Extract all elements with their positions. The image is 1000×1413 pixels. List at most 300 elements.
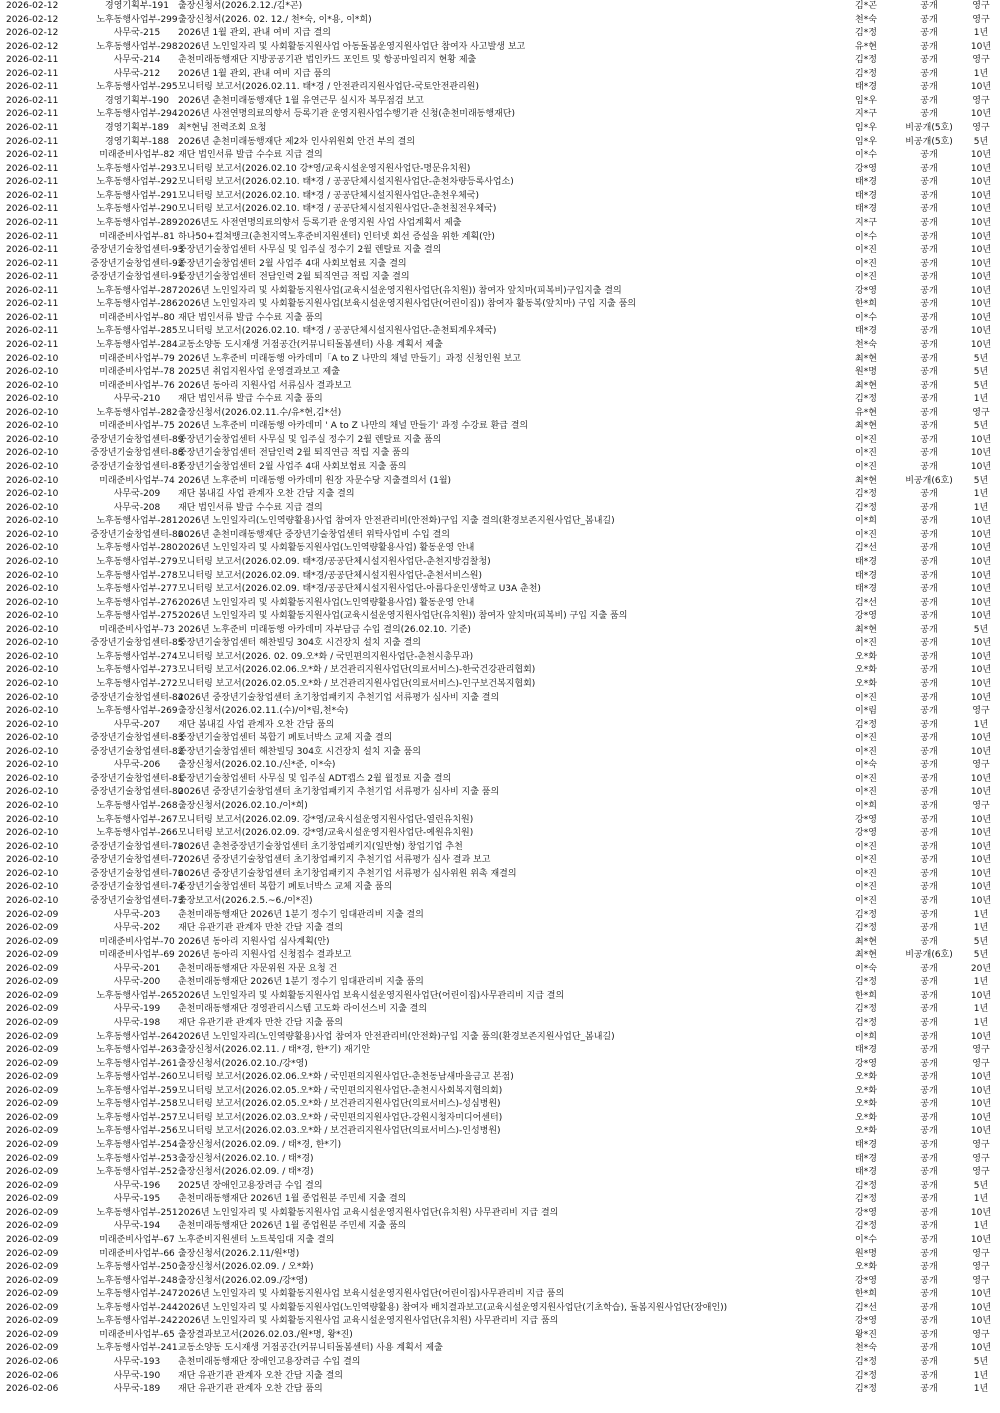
row-date: 2026-02-06 xyxy=(6,1384,59,1395)
row-disclosure: 공개 xyxy=(920,1221,938,1232)
table-row xyxy=(0,231,1000,245)
row-retention: 영구 xyxy=(972,1045,990,1056)
row-disclosure: 공개 xyxy=(920,1370,938,1381)
table-row xyxy=(0,1058,1000,1072)
table-row xyxy=(0,597,1000,611)
table-row xyxy=(0,827,1000,841)
row-title: 2026년 노인일자리 및 사회활동지원사업 교육시설운영지원사업단(유치원) 사무관리비 지급 결의 xyxy=(178,1207,559,1218)
table-row xyxy=(0,909,1000,923)
row-retention: 영구 xyxy=(972,1248,990,1259)
row-registration-number: 중장년기술창업센터-77 xyxy=(90,855,184,866)
row-registration-number: 노후동행사업부-265 xyxy=(96,990,178,1001)
row-registration-number: 중장년기술창업센터-88 xyxy=(90,448,184,459)
row-retention: 1년 xyxy=(973,28,989,39)
table-row xyxy=(0,1098,1000,1112)
row-registration-number: 미래준비사업부-66 xyxy=(99,1248,175,1259)
row-date: 2026-02-09 xyxy=(6,977,59,988)
table-row xyxy=(0,68,1000,82)
row-retention: 10년 xyxy=(970,150,992,161)
row-retention: 1년 xyxy=(973,977,989,988)
row-registration-number: 노후동행사업부-254 xyxy=(96,1140,178,1151)
row-registration-number: 노후동행사업부-252 xyxy=(96,1167,178,1178)
row-date: 2026-02-09 xyxy=(6,1072,59,1083)
table-row xyxy=(0,1220,1000,1234)
row-retention: 5년 xyxy=(973,936,989,947)
table-row xyxy=(0,217,1000,231)
row-disclosure: 공개 xyxy=(920,1153,938,1164)
row-registration-number: 노후동행사업부-273 xyxy=(96,665,178,676)
row-registration-number: 노후동행사업부-279 xyxy=(96,556,178,567)
row-writer: 오*화 xyxy=(855,1099,877,1110)
table-row xyxy=(0,475,1000,489)
row-retention: 영구 xyxy=(972,123,990,134)
table-row xyxy=(0,203,1000,217)
row-registration-number: 미래준비사업부-65 xyxy=(99,1329,175,1340)
row-disclosure: 공개 xyxy=(920,895,938,906)
row-registration-number: 노후동행사업부-244 xyxy=(96,1302,178,1313)
table-row xyxy=(0,976,1000,990)
row-disclosure: 공개 xyxy=(920,746,938,757)
row-registration-number: 노후동행사업부-292 xyxy=(96,177,178,188)
row-disclosure: 공개 xyxy=(920,1140,938,1151)
row-registration-number: 미래준비사업부-73 xyxy=(99,624,175,635)
row-retention: 5년 xyxy=(973,1180,989,1191)
row-retention: 1년 xyxy=(973,1384,989,1395)
row-retention: 10년 xyxy=(970,570,992,581)
row-disclosure: 공개 xyxy=(920,1167,938,1178)
row-date: 2026-02-11 xyxy=(6,312,59,323)
row-writer: 김*선 xyxy=(855,543,877,554)
row-writer: 이*진 xyxy=(855,245,877,256)
row-date: 2026-02-11 xyxy=(6,177,59,188)
row-date: 2026-02-10 xyxy=(6,679,59,689)
row-registration-number: 미래준비사업부-75 xyxy=(99,421,175,432)
row-writer: 이*진 xyxy=(855,868,877,879)
row-title: 출장신청서(2026.02.10./신*준, 이*숙) xyxy=(178,760,336,771)
row-disclosure: 공개 xyxy=(920,624,938,635)
row-writer: 태*경 xyxy=(855,177,877,188)
table-row xyxy=(0,393,1000,407)
row-title: 모니터링 보고서(2026.02.06.오*화 / 국민편의지원사업단-춘천동남새마을금고 본점) xyxy=(178,1072,514,1083)
table-row xyxy=(0,759,1000,773)
row-writer: 이*희 xyxy=(855,516,877,527)
row-title: 모니터링 보고서(2026.02.03.오*화 / 국민편의지원사업단-강원시청자미디어센터) xyxy=(178,1112,503,1123)
row-date: 2026-02-10 xyxy=(6,394,59,405)
row-title: 2026년 노인일자리(노인역량활용)사업 참여자 안전관리비(안전화)구입 지출 결의(환경보존지원사업단_봄내길) xyxy=(178,516,615,527)
row-date: 2026-02-10 xyxy=(6,462,59,473)
row-date: 2026-02-09 xyxy=(6,1099,59,1110)
row-date: 2026-02-10 xyxy=(6,353,59,364)
row-disclosure: 공개 xyxy=(920,1248,938,1259)
row-date: 2026-02-12 xyxy=(6,41,59,52)
row-disclosure: 비공개(6호) xyxy=(905,950,953,961)
row-writer: 태*경 xyxy=(855,326,877,337)
row-retention: 영구 xyxy=(972,801,990,812)
row-date: 2026-02-10 xyxy=(6,895,59,906)
row-registration-number: 미래준비사업부-79 xyxy=(99,353,175,364)
row-writer: 이*진 xyxy=(855,746,877,757)
row-title: 2026년 중장년기술창업센터 초기창업패키지 추천기업 서류평가 심사위원 위촉 재결의 xyxy=(178,868,517,879)
table-row xyxy=(0,570,1000,584)
row-title: 하나50+컬쳐뱅크(춘천지역노후준비지원센터) 인터넷 회선 증설을 위한 계획(안) xyxy=(178,231,495,242)
row-writer: 한*희 xyxy=(855,990,877,1001)
row-date: 2026-02-10 xyxy=(6,760,59,771)
row-title: 모니터링 보고서(2026.02.10 강*영/교육시설운영지원사업단-명문유치원) xyxy=(178,163,471,174)
row-writer: 최*현 xyxy=(855,353,877,364)
row-retention: 10년 xyxy=(970,638,992,649)
row-disclosure: 공개 xyxy=(920,1,938,11)
row-title: 모니터링 보고서(2026.02.10. 태*경 / 공공단체시설지원사업단-춘천우체국) xyxy=(178,190,479,201)
row-title: 2026년 노인일자리 및 사회활동지원사업 교육시설운영지원사업단(유치원) 사무관리비 지급 품의 xyxy=(178,1316,559,1327)
row-disclosure: 공개 xyxy=(920,1329,938,1340)
row-retention: 10년 xyxy=(970,462,992,473)
row-title: 2026년 춘천미래동행재단 1월 유연근무 실시자 복무점검 보고 xyxy=(178,95,424,106)
row-retention: 1년 xyxy=(973,394,989,405)
row-date: 2026-02-10 xyxy=(6,380,59,391)
row-title: 모니터링 보고서(2026.02.10. 태*경 / 공공단체시설지원사업단-춘천칠전우체국) xyxy=(178,204,497,215)
row-retention: 5년 xyxy=(973,367,989,378)
row-date: 2026-02-10 xyxy=(6,773,59,784)
row-title: 2026년 노인일자리(노인역량활용)사업 참여자 안전관리비(안전화)구입 지출 품의(환경보존지원사업단_봄내길) xyxy=(178,1031,615,1042)
row-writer: 김*정 xyxy=(855,1194,877,1205)
row-writer: 한*희 xyxy=(855,1289,877,1300)
row-title: 2026년 중장년기술창업센터 초기창업패키지 추천기업 서류평가 심사 결과 보고 xyxy=(178,855,491,866)
row-registration-number: 노후동행사업부-277 xyxy=(96,584,178,595)
table-row xyxy=(0,1085,1000,1099)
row-writer: 원*명 xyxy=(855,1248,877,1259)
row-disclosure: 공개 xyxy=(920,773,938,784)
row-writer: 김*정 xyxy=(855,68,877,79)
row-disclosure: 공개 xyxy=(920,109,938,120)
row-disclosure: 공개 xyxy=(920,977,938,988)
table-row xyxy=(0,1044,1000,1058)
row-registration-number: 미래준비사업부-78 xyxy=(99,367,175,378)
row-disclosure: 공개 xyxy=(920,638,938,649)
table-row xyxy=(0,515,1000,529)
row-disclosure: 공개 xyxy=(920,787,938,798)
row-writer: 유*현 xyxy=(855,407,877,418)
row-disclosure: 공개 xyxy=(920,868,938,879)
row-title: 춘천미래동행재단 경영관리시스템 고도화 라이선스비 지출 결의 xyxy=(178,1004,428,1015)
row-title: 모니터링 보고서(2026. 02. 09.오*화 / 국민편의지원사업단-춘천시총무과) xyxy=(178,651,474,662)
row-registration-number: 사무국-195 xyxy=(113,1194,161,1205)
table-row xyxy=(0,149,1000,163)
row-disclosure: 공개 xyxy=(920,855,938,866)
table-row xyxy=(0,637,1000,651)
row-registration-number: 사무국-194 xyxy=(113,1221,161,1232)
row-retention: 10년 xyxy=(970,1234,992,1245)
row-date: 2026-02-11 xyxy=(6,340,59,350)
table-row xyxy=(0,420,1000,434)
row-title: 모니터링 보고서(2026.02.09. 태*경/공공단체시설지원사업단-아름다운인생학교 U3A 춘천) xyxy=(178,584,541,595)
row-retention: 10년 xyxy=(970,82,992,93)
row-retention: 10년 xyxy=(970,841,992,852)
row-registration-number: 사무국-210 xyxy=(113,394,161,405)
row-writer: 김*정 xyxy=(855,489,877,500)
row-writer: 최*현 xyxy=(855,380,877,391)
row-retention: 10년 xyxy=(970,733,992,744)
row-date: 2026-02-11 xyxy=(6,272,59,283)
row-registration-number: 중장년기술창업센터-91 xyxy=(90,272,184,283)
row-date: 2026-02-10 xyxy=(6,421,59,432)
row-writer: 강*영 xyxy=(855,285,877,296)
table-row xyxy=(0,447,1000,461)
table-row xyxy=(0,678,1000,692)
row-disclosure: 공개 xyxy=(920,651,938,662)
row-retention: 1년 xyxy=(973,719,989,730)
row-date: 2026-02-10 xyxy=(6,624,59,635)
row-retention: 10년 xyxy=(970,285,992,296)
row-writer: 최*현 xyxy=(855,421,877,432)
table-row xyxy=(0,610,1000,624)
table-row xyxy=(0,773,1000,787)
row-title: 출장신청서(2026.02.09. / 태*경, 한*기) xyxy=(178,1140,342,1151)
row-title: 춘천미래동행재단 자문위원 자문 요청 건 xyxy=(178,963,338,974)
row-registration-number: 사무국-199 xyxy=(113,1004,161,1015)
table-row xyxy=(0,719,1000,733)
row-writer: 임*우 xyxy=(855,136,877,147)
row-retention: 10년 xyxy=(970,1316,992,1327)
row-title: 모니터링 보고서(2026.02.05.오*화 / 보건관리지원사업단(의료서비스)-인구보건복지협회) xyxy=(178,679,536,689)
row-date: 2026-02-09 xyxy=(6,1316,59,1327)
row-title: 출장신청서(2026. 02. 12./ 천*숙, 이*용, 이*희) xyxy=(178,14,372,25)
row-disclosure: 공개 xyxy=(920,55,938,66)
table-row xyxy=(0,556,1000,570)
row-registration-number: 미래준비사업부-70 xyxy=(99,936,175,947)
row-registration-number: 노후동행사업부-275 xyxy=(96,611,178,622)
row-disclosure: 공개 xyxy=(920,909,938,920)
table-row xyxy=(0,1315,1000,1329)
row-writer: 이*진 xyxy=(855,448,877,459)
row-date: 2026-02-09 xyxy=(6,1153,59,1164)
row-registration-number: 노후동행사업부-257 xyxy=(96,1112,178,1123)
row-writer: 이*진 xyxy=(855,462,877,473)
table-row xyxy=(0,176,1000,190)
row-disclosure: 공개 xyxy=(920,733,938,744)
row-writer: 이*진 xyxy=(855,692,877,703)
row-date: 2026-02-09 xyxy=(6,1289,59,1300)
table-row xyxy=(0,163,1000,177)
row-title: 2026년 중장년기술창업센터 초기창업패키지 추천기업 서류평가 심사비 지출 결의 xyxy=(178,692,500,703)
row-registration-number: 중장년기술창업센터-85 xyxy=(90,638,184,649)
row-retention: 10년 xyxy=(970,190,992,201)
table-row xyxy=(0,990,1000,1004)
row-retention: 10년 xyxy=(970,1343,992,1354)
row-title: 2026년 노인일자리 및 사회활동지원사업(노인역량활용사업) 활동운영 안내 xyxy=(178,597,475,608)
row-title: 출장신청서(2026.02.11.(수)/이*림,천*숙) xyxy=(178,706,349,717)
row-retention: 1년 xyxy=(973,68,989,79)
table-row xyxy=(0,81,1000,95)
row-title: 중장년기술창업센터 사무실 및 입주실 정수기 2월 렌탈료 지출 결의 xyxy=(178,245,442,256)
row-date: 2026-02-09 xyxy=(6,1126,59,1137)
row-writer: 이*수 xyxy=(855,231,877,242)
row-retention: 10년 xyxy=(970,231,992,242)
row-registration-number: 중장년기술창업센터-74 xyxy=(90,882,184,893)
row-date: 2026-02-10 xyxy=(6,543,59,554)
row-registration-number: 노후동행사업부-295 xyxy=(96,82,178,93)
table-row xyxy=(0,1166,1000,1180)
row-disclosure: 공개 xyxy=(920,326,938,337)
row-registration-number: 노후동행사업부-280 xyxy=(96,543,178,554)
row-disclosure: 공개 xyxy=(920,760,938,771)
row-title: 2026년 동아리 지원사업 심사계획(안) xyxy=(178,936,330,947)
row-writer: 이*진 xyxy=(855,272,877,283)
row-disclosure: 공개 xyxy=(920,665,938,676)
row-writer: 천*숙 xyxy=(855,14,877,25)
row-retention: 20년 xyxy=(970,963,992,974)
row-retention: 영구 xyxy=(972,95,990,106)
row-disclosure: 공개 xyxy=(920,489,938,500)
row-date: 2026-02-10 xyxy=(6,611,59,622)
row-registration-number: 중장년기술창업센터-93 xyxy=(90,245,184,256)
table-row xyxy=(0,54,1000,68)
row-registration-number: 노후동행사업부-264 xyxy=(96,1031,178,1042)
row-title: 모니터링 보고서(2026.02.09. 태*경/공공단체시설지원사업단-춘천서비스원) xyxy=(178,570,482,581)
row-disclosure: 공개 xyxy=(920,597,938,608)
row-writer: 태*경 xyxy=(855,1153,877,1164)
row-disclosure: 공개 xyxy=(920,1126,938,1137)
row-retention: 영구 xyxy=(972,55,990,66)
row-date: 2026-02-10 xyxy=(6,855,59,866)
table-row xyxy=(0,814,1000,828)
row-disclosure: 공개 xyxy=(920,285,938,296)
row-registration-number: 노후동행사업부-260 xyxy=(96,1072,178,1083)
row-registration-number: 중장년기술창업센터-78 xyxy=(90,841,184,852)
row-disclosure: 공개 xyxy=(920,841,938,852)
row-disclosure: 공개 xyxy=(920,217,938,228)
row-date: 2026-02-10 xyxy=(6,570,59,581)
row-title: 2026년도 사전연명의료의향서 등록기관 운영지원 사업 사업계획서 제출 xyxy=(178,217,462,228)
row-writer: 유*현 xyxy=(855,41,877,52)
row-date: 2026-02-10 xyxy=(6,434,59,445)
row-registration-number: 노후동행사업부-287 xyxy=(96,285,178,296)
table-row xyxy=(0,14,1000,28)
row-date: 2026-02-12 xyxy=(6,28,59,39)
row-retention: 10년 xyxy=(970,679,992,689)
row-writer: 오*화 xyxy=(855,1085,877,1096)
row-date: 2026-02-09 xyxy=(6,1302,59,1313)
row-writer: 천*숙 xyxy=(855,1343,877,1354)
row-disclosure: 공개 xyxy=(920,1031,938,1042)
row-retention: 영구 xyxy=(972,1058,990,1069)
row-date: 2026-02-11 xyxy=(6,95,59,106)
table-row xyxy=(0,298,1000,312)
table-row xyxy=(0,732,1000,746)
row-retention: 영구 xyxy=(972,407,990,418)
row-retention: 10년 xyxy=(970,204,992,215)
row-writer: 강*영 xyxy=(855,1316,877,1327)
row-writer: 오*화 xyxy=(855,651,877,662)
row-title: 2025년 장애인고용장려금 수입 결의 xyxy=(178,1180,323,1191)
row-writer: 오*화 xyxy=(855,665,877,676)
row-writer: 태*경 xyxy=(855,1045,877,1056)
row-retention: 5년 xyxy=(973,475,989,486)
row-date: 2026-02-10 xyxy=(6,502,59,513)
row-retention: 영구 xyxy=(972,14,990,25)
row-title: 중장년기술창업센터 2월 사업주 4대 사회보험료 지출 품의 xyxy=(178,462,407,473)
row-registration-number: 사무국-215 xyxy=(113,28,161,39)
table-row xyxy=(0,312,1000,326)
row-date: 2026-02-11 xyxy=(6,163,59,174)
row-disclosure: 공개 xyxy=(920,923,938,934)
table-row xyxy=(0,95,1000,109)
row-writer: 김*선 xyxy=(855,597,877,608)
row-retention: 5년 xyxy=(973,1357,989,1367)
row-retention: 10년 xyxy=(970,1099,992,1110)
row-date: 2026-02-09 xyxy=(6,1248,59,1259)
row-writer: 오*화 xyxy=(855,1126,877,1137)
row-date: 2026-02-06 xyxy=(6,1357,59,1367)
row-retention: 10년 xyxy=(970,529,992,540)
row-retention: 10년 xyxy=(970,787,992,798)
row-date: 2026-02-10 xyxy=(6,516,59,527)
table-row xyxy=(0,705,1000,719)
row-registration-number: 사무국-208 xyxy=(113,502,161,513)
row-date: 2026-02-10 xyxy=(6,448,59,459)
table-row xyxy=(0,1356,1000,1370)
row-registration-number: 사무국-209 xyxy=(113,489,161,500)
row-writer: 태*경 xyxy=(855,556,877,567)
row-disclosure: 공개 xyxy=(920,41,938,52)
table-row xyxy=(0,1031,1000,1045)
row-disclosure: 공개 xyxy=(920,245,938,256)
row-title: 모니터링 보고서(2026.02.09. 태*경/공공단체시설지원사업단-춘천지방검찰청) xyxy=(178,556,491,567)
table-row xyxy=(0,1234,1000,1248)
row-disclosure: 공개 xyxy=(920,231,938,242)
table-row xyxy=(0,1329,1000,1343)
row-writer: 김*정 xyxy=(855,394,877,405)
row-disclosure: 공개 xyxy=(920,1180,938,1191)
row-writer: 강*영 xyxy=(855,1207,877,1218)
row-writer: 오*화 xyxy=(855,679,877,689)
row-title: 2026년 노후준비 미래동행 아카데미 원장 자문수당 지출결의서 (1월) xyxy=(178,475,452,486)
row-date: 2026-02-09 xyxy=(6,1275,59,1286)
row-title: 2026년 동아리 지원사업 신청접수 결과보고 xyxy=(178,950,352,961)
row-registration-number: 중장년기술창업센터-83 xyxy=(90,733,184,744)
row-retention: 10년 xyxy=(970,543,992,554)
row-date: 2026-02-09 xyxy=(6,963,59,974)
row-registration-number: 노후동행사업부-251 xyxy=(96,1207,178,1218)
row-date: 2026-02-09 xyxy=(6,1167,59,1178)
table-row xyxy=(0,1153,1000,1167)
row-disclosure: 공개 xyxy=(920,502,938,513)
row-registration-number: 사무국-190 xyxy=(113,1370,161,1381)
row-retention: 10년 xyxy=(970,882,992,893)
table-row xyxy=(0,881,1000,895)
row-registration-number: 중장년기술창업센터-84 xyxy=(90,692,184,703)
table-row xyxy=(0,949,1000,963)
row-date: 2026-02-10 xyxy=(6,651,59,662)
row-retention: 10년 xyxy=(970,177,992,188)
row-title: 2026년 동아리 지원사업 서류심사 결과보고 xyxy=(178,380,352,391)
row-writer: 태*경 xyxy=(855,82,877,93)
row-retention: 영구 xyxy=(972,1262,990,1273)
row-title: 모니터링 보고서(2026.02.11. 태*경 / 안전관리지원사업단-국토안전관리원) xyxy=(178,82,479,93)
row-registration-number: 미래준비사업부-74 xyxy=(99,475,175,486)
row-disclosure: 공개 xyxy=(920,1072,938,1083)
row-retention: 10년 xyxy=(970,299,992,310)
row-registration-number: 중장년기술창업센터-73 xyxy=(90,895,184,906)
row-writer: 김*정 xyxy=(855,1018,877,1028)
row-disclosure: 공개 xyxy=(920,14,938,25)
row-date: 2026-02-11 xyxy=(6,150,59,161)
row-disclosure: 공개 xyxy=(920,448,938,459)
table-row xyxy=(0,461,1000,475)
row-registration-number: 노후동행사업부-294 xyxy=(96,109,178,120)
row-date: 2026-02-09 xyxy=(6,936,59,947)
row-disclosure: 공개 xyxy=(920,801,938,812)
row-retention: 10년 xyxy=(970,597,992,608)
